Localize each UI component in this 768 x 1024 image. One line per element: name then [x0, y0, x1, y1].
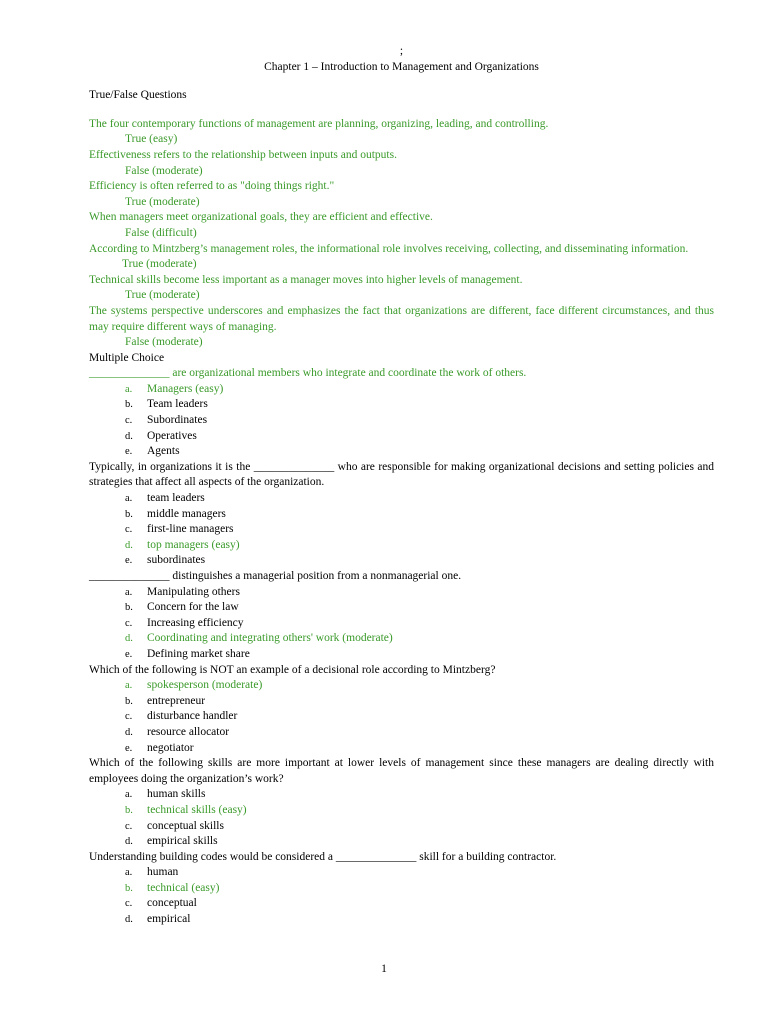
mc-option [89, 585, 714, 601]
mc-option [89, 896, 714, 912]
mc-question: ______________ distinguishes a managerial position from a nonmanagerial one. [89, 570, 462, 582]
mc-heading: Multiple Choice [89, 351, 165, 364]
option-text: team leaders [147, 492, 205, 505]
option-letter: a. [125, 586, 133, 598]
tf-answer: True (moderate) [125, 195, 200, 208]
mc-option [89, 491, 714, 507]
tf-answer: True (moderate) [125, 289, 200, 302]
option-letter: a. [125, 493, 133, 505]
option-letter: e. [125, 555, 133, 567]
mc-option [89, 507, 714, 523]
document-page [89, 44, 714, 928]
mc-option [89, 741, 714, 757]
mc-option [89, 725, 714, 741]
option-letter: b. [125, 695, 133, 707]
option-letter: a. [125, 383, 133, 395]
option-letter: e. [125, 742, 133, 754]
option-text: conceptual skills [147, 819, 224, 832]
option-text: first-line managers [147, 523, 234, 536]
mc-option [89, 709, 714, 725]
mc-option [89, 616, 714, 632]
mc-option [89, 444, 714, 460]
mc-option [89, 522, 714, 538]
mc-option [89, 834, 714, 850]
mc-option [89, 631, 714, 647]
mc-option [89, 787, 714, 803]
mc-option [89, 397, 714, 413]
mc-option [89, 881, 714, 897]
mc-option [89, 694, 714, 710]
mc-option [89, 803, 714, 819]
option-text: resource allocator [147, 725, 230, 738]
option-letter: a. [125, 867, 133, 879]
mc-option [89, 865, 714, 881]
option-letter: c. [125, 898, 133, 910]
option-text: Increasing efficiency [147, 616, 244, 629]
mc-question: Which of the following is NOT an example of a decisional role according to Mintzberg? [89, 663, 496, 676]
tf-question: Efficiency is often referred to as "doing things right." [89, 180, 335, 193]
mc-option [89, 678, 714, 694]
mc-option [89, 647, 714, 663]
tf-question: Technical skills become less important as a manager moves into higher levels of management. [89, 273, 523, 286]
option-letter: b. [125, 882, 133, 894]
option-text: conceptual [147, 897, 197, 910]
mc-option [89, 553, 714, 569]
tf-answer: False (moderate) [125, 164, 203, 177]
tf-question: According to Mintzberg’s management roles, the informational role involves receiving, collecting, and disseminating information. [89, 242, 689, 255]
chapter-title: Chapter 1 – Introduction to Management and Organizations [264, 60, 539, 73]
mc-option [89, 912, 714, 928]
option-letter: d. [125, 539, 133, 551]
option-letter: b. [125, 602, 133, 614]
option-text: subordinates [147, 554, 206, 567]
mc-option [89, 819, 714, 835]
mc-option [89, 413, 714, 429]
option-letter: e. [125, 446, 133, 458]
tf-question: Effectiveness refers to the relationship between inputs and outputs. [89, 148, 397, 161]
option-text: middle managers [147, 507, 226, 520]
option-text: disturbance handler [147, 710, 238, 723]
mc-option [89, 538, 714, 554]
tf-question: The systems perspective underscores and emphasizes the fact that organizations are different, face different circumstances, and thus may require different ways of managing. [89, 304, 714, 333]
option-letter: d. [125, 633, 133, 645]
option-letter: c. [125, 711, 133, 723]
option-text: top managers (easy) [147, 538, 240, 551]
mc-question: Typically, in organizations it is the ______________ who are responsible for making organizational decisions and setting policies and strategies that affect all aspects of the organization. [89, 460, 714, 489]
tf-answer: False (moderate) [125, 336, 203, 349]
option-letter: c. [125, 617, 133, 629]
tf-answer: False (difficult) [125, 226, 197, 239]
option-letter: d. [125, 726, 133, 738]
option-text: empirical skills [147, 835, 218, 848]
option-letter: a. [125, 789, 133, 801]
mc-option [89, 429, 714, 445]
tf-answer: True (moderate) [122, 258, 197, 271]
option-letter: e. [125, 648, 133, 660]
option-text: human skills [147, 788, 206, 801]
option-letter: d. [125, 914, 133, 926]
option-text: spokesperson (moderate) [147, 679, 263, 692]
option-text: Manipulating others [147, 585, 240, 598]
option-text: Concern for the law [147, 601, 239, 614]
tf-heading: True/False Questions [89, 89, 187, 102]
option-letter: c. [125, 415, 133, 427]
option-text: Team leaders [147, 398, 208, 411]
option-letter: c. [125, 524, 133, 536]
mc-question: ______________ are organizational members who integrate and coordinate the work of others. [89, 367, 527, 380]
option-text: Managers (easy) [147, 382, 224, 395]
option-text: Coordinating and integrating others' work (moderate) [147, 632, 393, 645]
mc-option [89, 600, 714, 616]
tf-question: When managers meet organizational goals, they are efficient and effective. [89, 211, 433, 224]
option-letter: b. [125, 804, 133, 816]
option-text: Subordinates [147, 414, 208, 427]
mc-question: Which of the following skills are more important at lower levels of management since these managers are dealing directly with employees doing the organization’s work? [89, 757, 714, 785]
mc-option [89, 382, 714, 398]
option-text: Agents [147, 445, 180, 458]
option-letter: c. [125, 820, 133, 832]
tf-question: The four contemporary functions of management are planning, organizing, leading, and controlling. [89, 117, 549, 130]
option-text: technical skills (easy) [147, 803, 247, 816]
header-mark: ; [399, 45, 404, 57]
tf-answer: True (easy) [125, 133, 178, 146]
option-letter: d. [125, 836, 133, 848]
option-text: human [147, 866, 179, 879]
option-text: negotiator [147, 741, 194, 754]
option-letter: d. [125, 430, 133, 442]
option-text: Defining market share [147, 647, 250, 660]
option-text: entrepreneur [147, 694, 206, 707]
option-letter: b. [125, 399, 133, 411]
option-letter: a. [125, 680, 133, 692]
mc-question: Understanding building codes would be considered a ______________ skill for a building contractor. [89, 850, 557, 863]
page-number: 1 [381, 963, 387, 975]
option-text: empirical [147, 913, 191, 926]
option-text: technical (easy) [147, 881, 220, 894]
option-letter: b. [125, 508, 133, 520]
option-text: Operatives [147, 429, 197, 442]
